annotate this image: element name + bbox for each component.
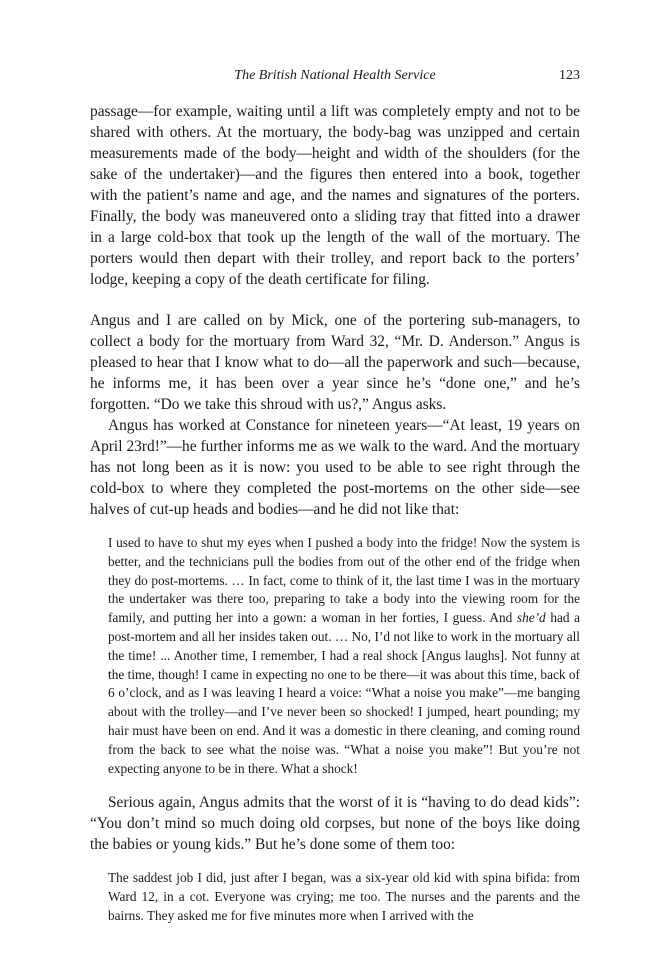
page-body [90,101,580,926]
page-number: 123 [559,68,580,83]
paragraph-3: Angus has worked at Constance for nineteen years—“At least, 19 years on April 23rd!”—he further informs me as we walk to the ward. And the mortuary has not long been as it is now: you used to be able to see right through the cold-box to where they completed the post-mortems on the other side—see halves of cut-up heads and bodies—and he did not like that: [90,417,580,518]
running-title: The British National Health Service [234,68,436,83]
quote-1-part-2: had a post-mortem and all her insides taken out. … No, I’d not like to work in the mortuary all the time! ... Another time, I remember, I had a real shock [Angus laughs]. Not funny at the time, though! I came in expecting no one to be there—it was about this time, back of 6 o’clock, and as I was leaving I heard a voice: “What a noise you make”—me banging about with the trolley—and I’ve never been so shocked! I jumped, heart pounding; my hair must have been on end. And it was a domestic in there cleaning, and coming round from the back to see what the noise was. “What a noise you make”! But you’re not expecting anyone to be in there. What a shock! [108,610,581,776]
paragraph-2: Angus and I are called on by Mick, one of the portering sub-managers, to collect a body for the mortuary from Ward 32, “Mr. D. Anderson.” Angus is pleased to hear that I know what to do—all the paperwork and such—because, he informs me, it has been over a year since he’s “done one,” and he’s forgotten. “Do we take this shroud with us?,” Angus asks. [90,312,580,413]
quote-1-part-1: I used to have to shut my eyes when I pushed a body into the fridge! Now the system is better, and the technicians pull the bodies from out of the other end of the fridge when they do post-mortems. … In fact, come to think of it, the last time I was in the mortuary the undertaker was there too, preparing to take a body into the viewing room for the family, and putting her into a gown: a woman in her forties, I guess. And [108,535,580,626]
block-quote-1 [108,534,580,778]
running-head [90,68,580,88]
block-quote-2: The saddest job I did, just after I began, was a six-year old kid with spina bifida: from Ward 12, in a cot. Everyone was crying; me too. The nurses and the parents and the bairns. They asked me for five minutes more when I arrived with the [108,870,580,923]
quote-1-emphasis: she’d [516,610,546,626]
section-gap [90,290,580,310]
paragraph-1: passage—for example, waiting until a lift was completely empty and not to be shared with others. At the mortuary, the body-bag was unzipped and certain measurements made of the body—height and width of the shoulders (for the sake of the undertaker)—and the figures then entered into a book, together with the patient’s name and age, and the names and signatures of the porters. Finally, the body was maneuvered onto a sliding tray that fitted into a drawer in a large cold-box that took up the length of the wall of the mortuary. The porters would then depart with their trolley, and report back to the porters’ lodge, keeping a copy of the death certificate for filing. [90,103,580,288]
paragraph-4: Serious again, Angus admits that the worst of it is “having to do dead kids”: “You don’t mind so much doing old corpses, but none of the boys like doing the babies or young kids.” But he’s done some of them too: [90,794,580,854]
